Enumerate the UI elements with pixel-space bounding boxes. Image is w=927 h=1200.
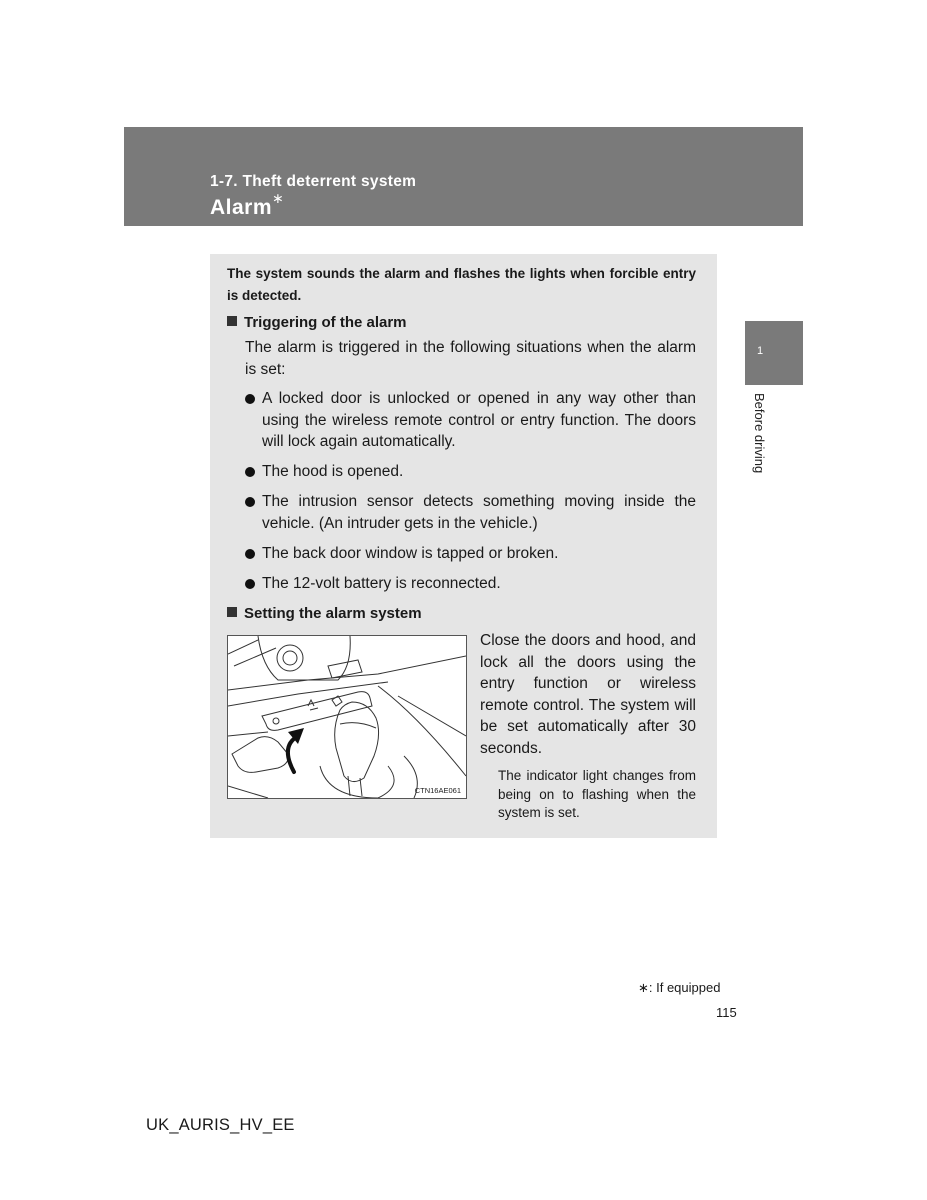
gear-shift-console-drawing xyxy=(228,636,466,798)
list-item xyxy=(245,388,696,453)
chapter-tab xyxy=(745,321,803,385)
heading-triggering-label: Triggering of the alarm xyxy=(244,314,407,331)
document-code: UK_AURIS_HV_EE xyxy=(146,1116,295,1134)
bullet-icon xyxy=(245,467,255,477)
list-item-text: The back door window is tapped or broken. xyxy=(262,545,559,562)
section-title: 1-7. Theft deterrent system xyxy=(210,173,417,190)
page-title xyxy=(210,190,285,220)
list-item-text: The intrusion sensor detects something moving inside the vehicle. (An intruder gets in the vehicle.) xyxy=(262,493,696,532)
equipped-mark: ∗ xyxy=(272,190,285,206)
indicator-note: The indicator light changes from being on to flashing when the system is set. xyxy=(498,768,696,820)
list-item-text: The hood is opened. xyxy=(262,463,404,480)
triggering-text: The alarm is triggered in the following situations when the alarm is set: xyxy=(245,339,696,378)
bullet-icon xyxy=(245,579,255,589)
list-item-text: The 12-volt battery is reconnected. xyxy=(262,575,501,592)
setting-text: Close the doors and hood, and lock all the doors using the entry function or wireless remote control. The system will be set automatically after 30 seconds. xyxy=(480,632,696,757)
chapter-number: 1 xyxy=(757,345,764,357)
list-item xyxy=(245,573,696,595)
list-item xyxy=(245,543,696,565)
footnote: ∗: If equipped xyxy=(638,980,721,995)
list-item xyxy=(245,461,696,483)
heading-setting-label: Setting the alarm system xyxy=(244,605,422,622)
page-title-text: Alarm xyxy=(210,196,273,219)
page-number: 115 xyxy=(716,1005,737,1020)
content-box xyxy=(210,254,717,838)
square-bullet-icon xyxy=(227,607,237,617)
chapter-header xyxy=(124,127,803,226)
heading-triggering xyxy=(227,314,407,331)
list-item xyxy=(245,491,696,534)
intro-text: The system sounds the alarm and flashes the lights when forcible entry is detected. xyxy=(227,266,696,303)
illustration-code: CTN16AE061 xyxy=(414,786,461,795)
chapter-label: Before driving xyxy=(752,393,767,474)
console-illustration xyxy=(227,635,467,799)
bullet-icon xyxy=(245,394,255,404)
bullet-icon xyxy=(245,497,255,507)
heading-setting xyxy=(227,605,422,622)
bullet-icon xyxy=(245,549,255,559)
list-item-text: A locked door is unlocked or opened in any way other than using the wireless remote control or entry function. The doors will lock again automatically. xyxy=(262,390,696,450)
square-bullet-icon xyxy=(227,316,237,326)
